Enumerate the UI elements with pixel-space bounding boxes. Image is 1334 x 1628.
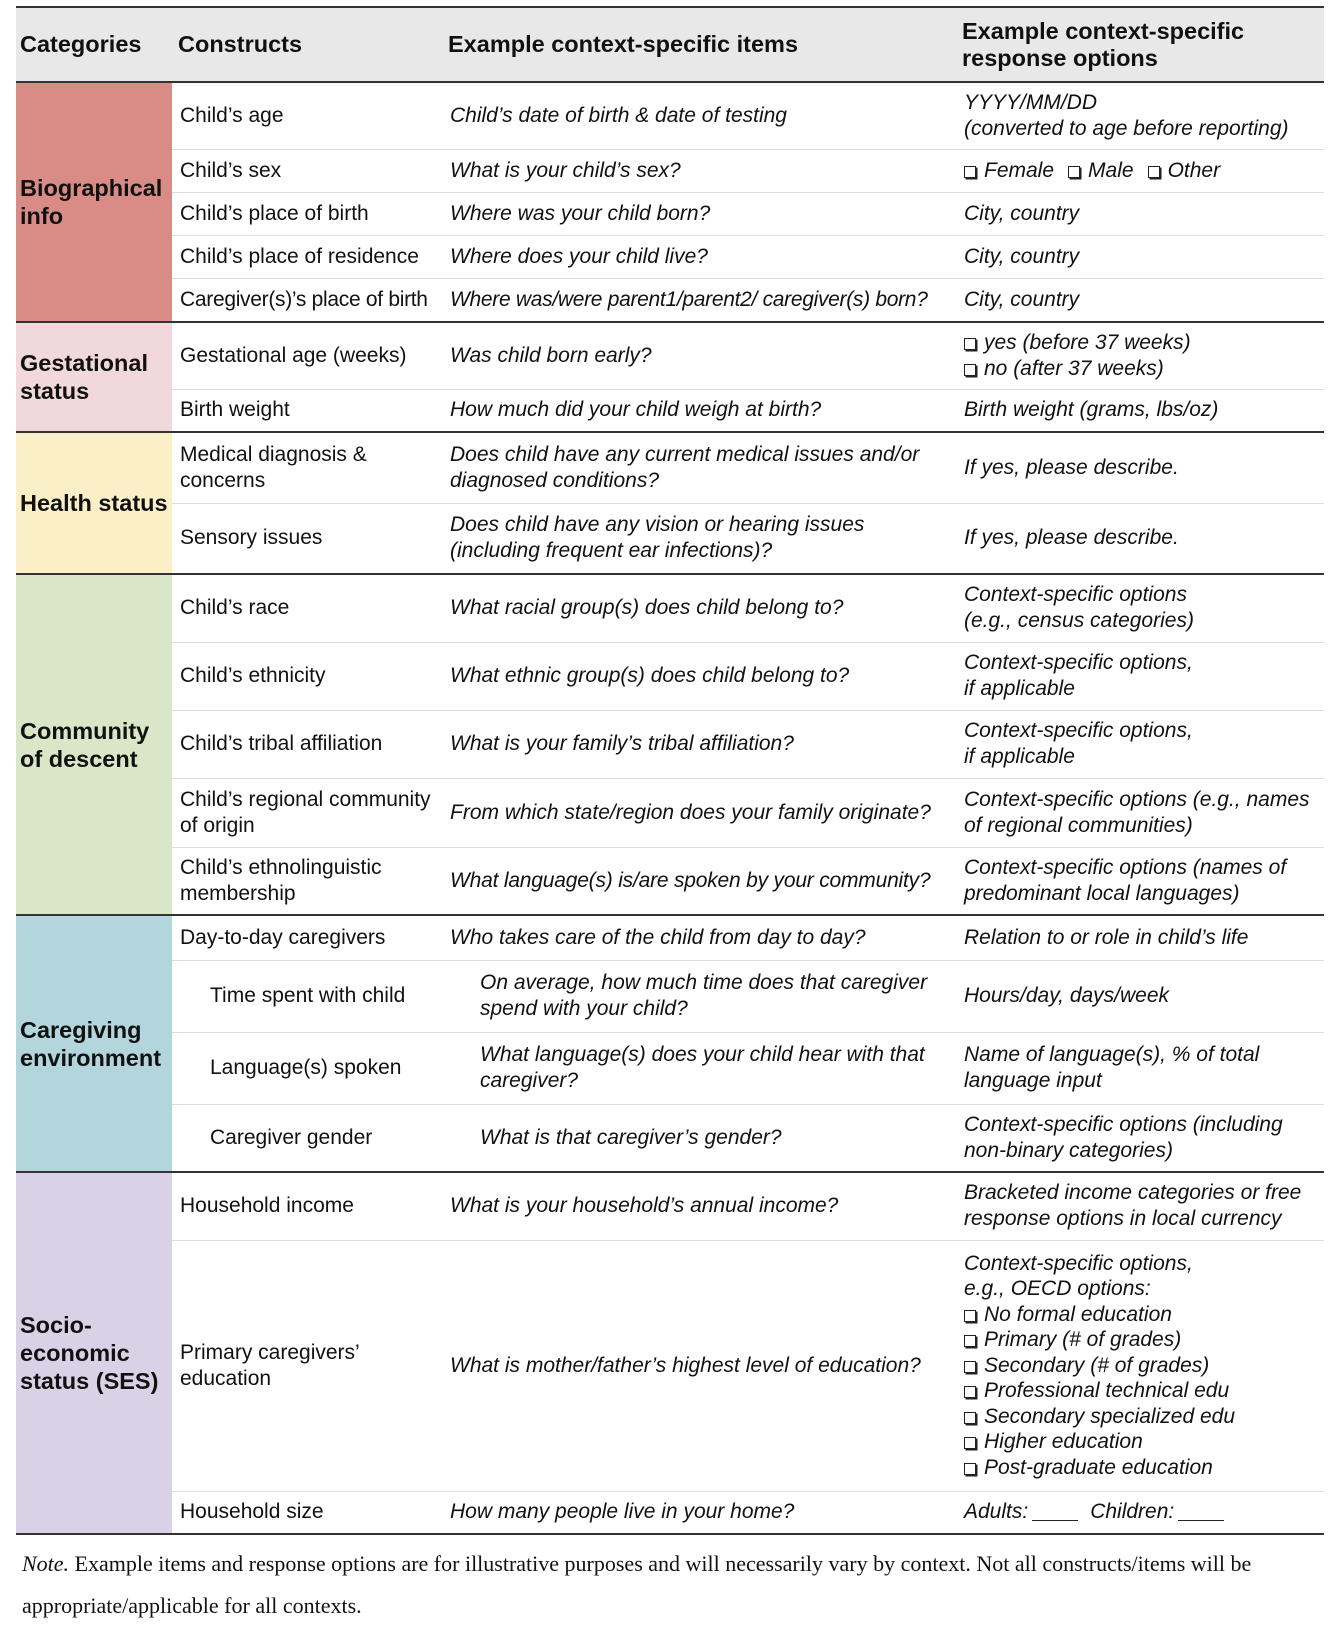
construct-cell: Gestational age (weeks): [172, 322, 442, 389]
item-cell: What is your family’s tribal affiliation?: [442, 710, 956, 778]
response-cell: [956, 1240, 1324, 1491]
item-cell: Where does your child live?: [442, 235, 956, 278]
construct-cell: Caregiver gender: [172, 1104, 442, 1172]
checkbox-icon: [964, 1361, 976, 1373]
header-categories: Categories: [16, 7, 172, 82]
table-row: [16, 960, 1324, 1032]
option-label: yes (before 37 weeks): [984, 330, 1191, 354]
option-label: Secondary specialized edu: [984, 1404, 1235, 1428]
response-cell: [956, 322, 1324, 389]
response-cell: Context-specific options (names of predominant local languages): [956, 847, 1324, 915]
item-cell: How many people live in your home?: [442, 1491, 956, 1534]
option-label: no (after 37 weeks): [984, 356, 1164, 380]
response-cell: If yes, please describe.: [956, 432, 1324, 503]
option-label: Primary (# of grades): [984, 1328, 1182, 1352]
table-row: [16, 1240, 1324, 1491]
construct-cell: Child’s regional community of origin: [172, 778, 442, 847]
demographics-table: [16, 6, 1324, 1535]
header-responses: Example context-specific response options: [956, 7, 1324, 82]
response-cell: [956, 82, 1324, 149]
option-label: Other: [1167, 158, 1221, 182]
option-label: Male: [1088, 158, 1134, 182]
response-cell: Hours/day, days/week: [956, 960, 1324, 1032]
category-caregiving: Caregiving environment: [16, 915, 172, 1172]
item-cell: What language(s) does your child hear with that caregiver?: [442, 1032, 956, 1104]
response-cell: Relation to or role in child’s life: [956, 915, 1324, 960]
item-cell: Where was your child born?: [442, 192, 956, 235]
construct-cell: Caregiver(s)’s place of birth: [172, 278, 442, 322]
item-cell: From which state/region does your family originate?: [442, 778, 956, 847]
note-label: Note.: [22, 1551, 70, 1576]
construct-cell: Language(s) spoken: [172, 1032, 442, 1104]
table-row: [16, 322, 1324, 389]
item-cell: What is your household’s annual income?: [442, 1172, 956, 1240]
category-ses: Socio-economic status (SES): [16, 1172, 172, 1534]
item-cell: Who takes care of the child from day to day?: [442, 915, 956, 960]
response-line: YYYY/MM/DD: [964, 90, 1098, 114]
header-constructs: Constructs: [172, 7, 442, 82]
checkbox-icon: [964, 1310, 976, 1322]
blank-label: Children:: [1090, 1500, 1175, 1524]
blank-line: [1032, 1502, 1078, 1521]
checkbox-icon: [964, 1412, 976, 1424]
table-row: [16, 1172, 1324, 1240]
response-cell: City, country: [956, 192, 1324, 235]
table-row: [16, 847, 1324, 915]
header-row: [16, 7, 1324, 82]
construct-cell: Child’s place of birth: [172, 192, 442, 235]
construct-cell: Household size: [172, 1491, 442, 1534]
category-community: Community of descent: [16, 574, 172, 915]
option-label: Secondary (# of grades): [984, 1353, 1210, 1377]
item-cell: What is mother/father’s highest level of education?: [442, 1240, 956, 1491]
construct-cell: Household income: [172, 1172, 442, 1240]
table-row: [16, 710, 1324, 778]
checkbox-icon: [964, 1386, 976, 1398]
construct-cell: Child’s ethnolinguistic membership: [172, 847, 442, 915]
response-cell: [956, 574, 1324, 642]
item-cell: On average, how much time does that caregiver spend with your child?: [442, 960, 956, 1032]
category-gestational: Gestational status: [16, 322, 172, 432]
item-cell: What ethnic group(s) does child belong to?: [442, 642, 956, 710]
response-line: e.g., OECD options:: [964, 1277, 1151, 1301]
construct-cell: Child’s age: [172, 82, 442, 149]
blank-label: Adults:: [964, 1500, 1029, 1524]
response-cell: Context-specific options (e.g., names of regional communities): [956, 778, 1324, 847]
category-biographical: Biographical info: [16, 82, 172, 322]
response-cell: [956, 642, 1324, 710]
table-note: [22, 1543, 1312, 1627]
response-cell: If yes, please describe.: [956, 503, 1324, 574]
item-cell: How much did your child weigh at birth?: [442, 389, 956, 432]
checkbox-icon: [964, 1463, 976, 1475]
construct-cell: Time spent with child: [172, 960, 442, 1032]
option-label: No formal education: [984, 1302, 1172, 1326]
table-wrapper: [16, 6, 1324, 1535]
table-row: [16, 389, 1324, 432]
item-cell: What racial group(s) does child belong to?: [442, 574, 956, 642]
table-row: [16, 778, 1324, 847]
blank-line: [1178, 1502, 1224, 1521]
response-cell: City, country: [956, 235, 1324, 278]
table-row: [16, 149, 1324, 192]
response-cell: Birth weight (grams, lbs/oz): [956, 389, 1324, 432]
construct-cell: Child’s tribal affiliation: [172, 710, 442, 778]
option-label: Professional technical edu: [984, 1379, 1230, 1403]
response-line: Context-specific options,: [964, 1251, 1193, 1275]
table-row: [16, 1104, 1324, 1172]
item-cell: Child’s date of birth & date of testing: [442, 82, 956, 149]
option-label: Higher education: [984, 1430, 1143, 1454]
item-cell: Does child have any current medical issues and/or diagnosed conditions?: [442, 432, 956, 503]
response-line: (e.g., census categories): [964, 609, 1194, 633]
table-row: [16, 192, 1324, 235]
table-row: [16, 82, 1324, 149]
construct-cell: Day-to-day caregivers: [172, 915, 442, 960]
checkbox-icon: [964, 364, 976, 376]
response-cell: Context-specific options (including non-binary categories): [956, 1104, 1324, 1172]
table-row: [16, 1491, 1324, 1534]
construct-cell: Child’s ethnicity: [172, 642, 442, 710]
item-cell: What is your child’s sex?: [442, 149, 956, 192]
response-line: Context-specific options,: [964, 651, 1193, 674]
category-health: Health status: [16, 432, 172, 574]
item-cell: Does child have any vision or hearing issues (including frequent ear infections)?: [442, 503, 956, 574]
item-cell: What is that caregiver’s gender?: [442, 1104, 956, 1172]
construct-cell: Medical diagnosis & concerns: [172, 432, 442, 503]
checkbox-icon: [964, 1437, 976, 1449]
table-row: [16, 503, 1324, 574]
table-row: [16, 915, 1324, 960]
response-cell: Name of language(s), % of total language input: [956, 1032, 1324, 1104]
checkbox-icon: [964, 1335, 976, 1347]
construct-cell: Child’s race: [172, 574, 442, 642]
table-row: [16, 432, 1324, 503]
checkbox-icon: [964, 338, 976, 350]
header-items: Example context-specific items: [442, 7, 956, 82]
construct-cell: Child’s place of residence: [172, 235, 442, 278]
response-line: Context-specific options,: [964, 719, 1193, 742]
table-row: [16, 235, 1324, 278]
table-row: [16, 574, 1324, 642]
response-cell: [956, 1491, 1324, 1534]
response-line: if applicable: [964, 745, 1075, 768]
response-cell: City, country: [956, 278, 1324, 322]
checkbox-icon: [1148, 166, 1160, 178]
response-line: if applicable: [964, 677, 1075, 700]
response-cell: Bracketed income categories or free response options in local currency: [956, 1172, 1324, 1240]
table-row: [16, 278, 1324, 322]
item-cell: Was child born early?: [442, 322, 956, 389]
response-line: Context-specific options: [964, 583, 1187, 607]
item-cell: Where was/were parent1/parent2/ caregiver(s) born?: [442, 278, 956, 322]
response-line: (converted to age before reporting): [964, 116, 1289, 140]
note-text: Example items and response options are for illustrative purposes and will necessarily vary by context. Not all constructs/items will be appropriate/applicable for all contexts.: [22, 1551, 1252, 1618]
table-row: [16, 1032, 1324, 1104]
response-cell: [956, 710, 1324, 778]
response-cell: [956, 149, 1324, 192]
construct-cell: Child’s sex: [172, 149, 442, 192]
table-row: [16, 642, 1324, 710]
construct-cell: Primary caregivers’ education: [172, 1240, 442, 1491]
item-cell: What language(s) is/are spoken by your community?: [442, 847, 956, 915]
construct-cell: Birth weight: [172, 389, 442, 432]
construct-cell: Sensory issues: [172, 503, 442, 574]
option-label: Post-graduate education: [984, 1455, 1213, 1479]
option-label: Female: [984, 158, 1055, 182]
checkbox-icon: [1068, 166, 1080, 178]
checkbox-icon: [964, 166, 976, 178]
